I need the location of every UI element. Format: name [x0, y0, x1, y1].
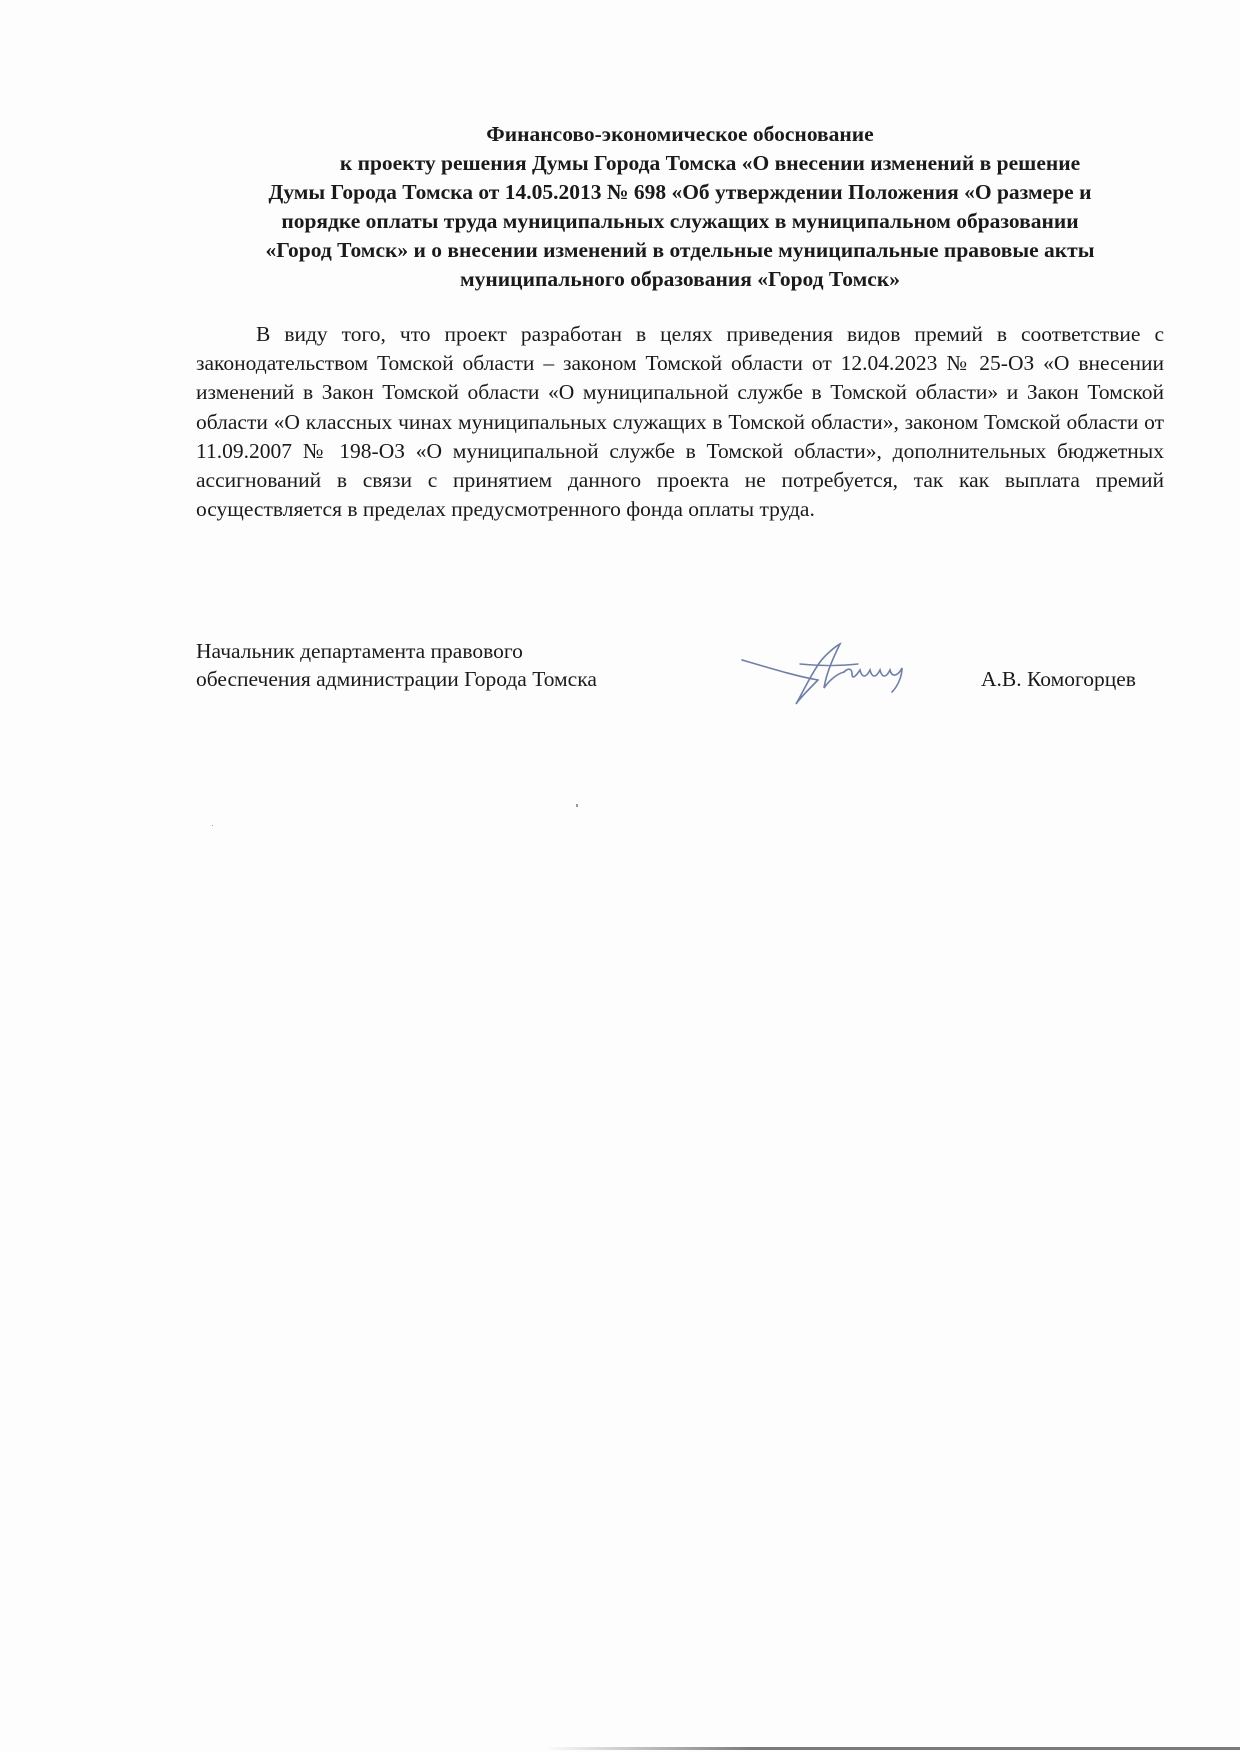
title-line-6: муниципального образования «Город Томск» [460, 267, 900, 291]
document-title [190, 120, 1170, 294]
signatory-role-line-2: обеспечения администрации Города Томска [196, 667, 597, 691]
body-paragraph: В виду того, что проект разработан в целях приведения видов премий в соответствие с законодательством Томской области – законом Томской области от 12.04.2023 № 25-ОЗ «О внесении изменений в Закон Томской области «О муниципальной службе в Томской области» и Закон Томской области «О классных чинах муниципальных служащих в Томской области», законом Томской области от 11.09.2007 № 198-ОЗ «О муниципальной службе в Томской области», дополнительных бюджетных ассигнований в связи с принятием данного проекта не потребуется, так как выплата премий осуществляется в пределах предусмотренного фонда оплаты труда. [196, 322, 1164, 522]
signatory-name: А.В. Комогорцев [981, 667, 1136, 691]
signatory-role-line-1: Начальник департамента правового [196, 639, 523, 663]
title-line-3: Думы Города Томска от 14.05.2013 № 698 «Об утверждении Положения «О размере и [268, 180, 1092, 204]
scan-bottom-edge [545, 1747, 1240, 1750]
title-line-4: порядке оплаты труда муниципальных служащих в муниципальном образовании [281, 209, 1079, 233]
title-line-1: Финансово-экономическое обоснование [486, 122, 874, 146]
title-line-2: к проекту решения Думы Города Томска «О внесении изменений в решение [339, 151, 1081, 175]
signatory-role [196, 637, 597, 693]
title-line-5: «Город Томск» и о внесении изменений в отдельные муниципальные правовые акты [265, 238, 1095, 262]
scan-speck [576, 804, 578, 807]
scan-speck [212, 825, 213, 826]
handwritten-signature [740, 642, 930, 708]
